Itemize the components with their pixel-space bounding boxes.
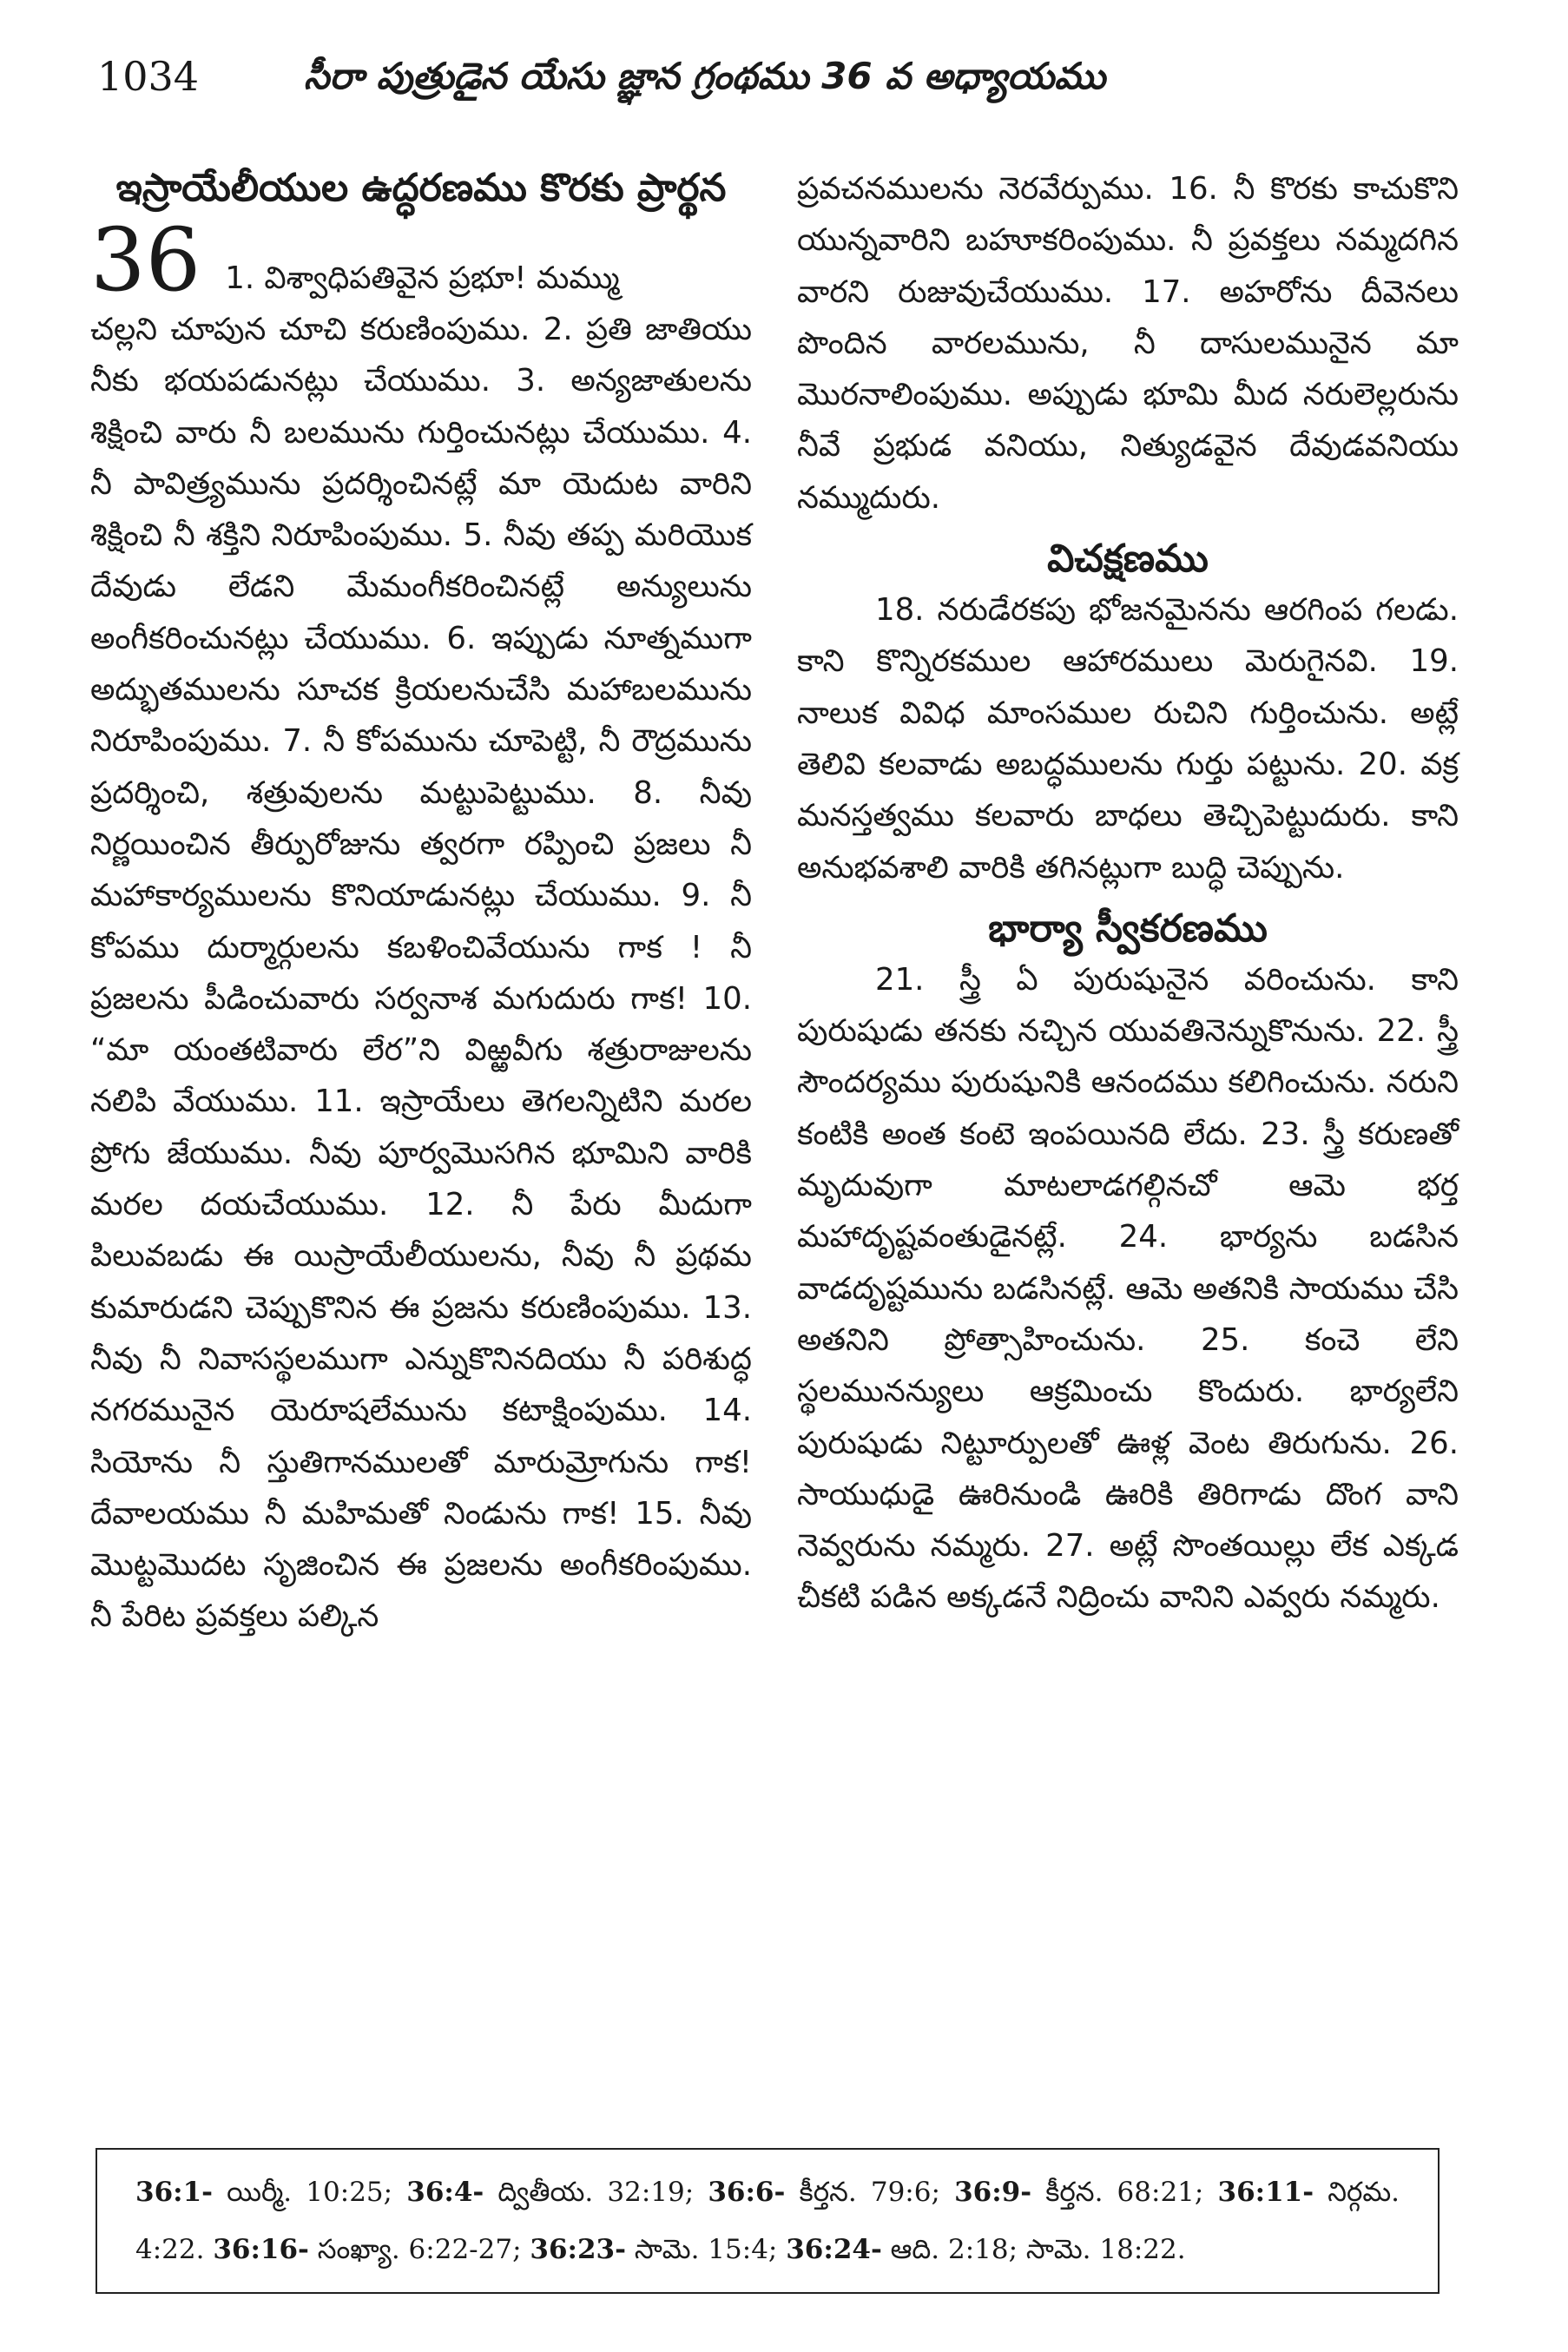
- page-header: [97, 50, 1486, 111]
- cross-reference: 36:1- యిర్మీ. 10:25;: [135, 2177, 393, 2208]
- cross-reference: 36:4- ద్వితీయ. 32:19;: [406, 2177, 695, 2208]
- page-number: 1034: [97, 53, 200, 100]
- section-heading-discernment: విచక్షణము: [1047, 537, 1209, 582]
- chapter-number: 36: [90, 209, 201, 311]
- chapter-opening: [90, 209, 752, 311]
- cross-references-box: [96, 2148, 1440, 2294]
- cross-reference: 36:9- కీర్తన. 68:21;: [954, 2177, 1204, 2208]
- left-column-text: చల్లని చూపున చూచి కరుణింపుము. 2. ప్రతి జాతియు నీకు భయపడునట్లు చేయుము. 3. అన్యజాతులను శిక్షించి వారు నీ బలమును గుర్తించునట్లు చేయుము. 4. నీ పావిత్ర్యమును ప్రదర్శించినట్లే మా యెదుట వారిని శిక్షించి నీ శక్తిని నిరూపింపుము. 5. నీవు తప్ప మరియొక దేవుడు లేడని మేమంగీకరించినట్లే అన్యులును అంగీకరించునట్లు చేయుము. 6. ఇప్పుడు నూత్నముగా అద్భుతములను సూచక క్రియలనుచేసి మహాబలమును నిరూపింపుము. 7. నీ కోపమును చూపెట్టి, నీ రౌద్రమును ప్రదర్శించి, శత్రువులను మట్టుపెట్టుము. 8. నీవు నిర్ణయించిన తీర్పురోజును త్వరగా రప్పించి ప్రజలు నీ మహాకార్యములను కొనియాడునట్లు చేయుము. 9. నీ కోపము దుర్మార్గులను కబళించివేయును గాక ! నీ ప్రజలను పీడించువారు సర్వనాశ మగుదురు గాక! 10. “మా యంతటివారు లేర”ని విఱ్ఱవీగు శత్రురాజులను నలిపి వేయుము. 11. ఇస్రాయేలు తెగలన్నిటిని మరల ప్రోగు జేయుము. నీవు పూర్వమొసగిన భూమిని వారికి మరల దయచేయుము. 12. నీ పేరు మీదుగా పిలువబడు ఈ యిస్రాయేలీయులను, నీవు నీ ప్రథమ కుమారుడని చెప్పుకొనిన ఈ ప్రజను కరుణింపుము. 13. నీవు నీ నివాసస్థలముగా ఎన్నుకొనినదియు నీ పరిశుద్ధ నగరమునైన యెరూషలేమును కటాక్షింపుము. 14. సియోను నీ స్తుతిగానములతో మారుమ్రోగును గాక! దేవాలయము నీ మహిమతో నిండును గాక! 15. నీవు మొట్టమొదట సృజించిన ఈ ప్రజలను అంగీకరింపుము. నీ పేరిట ప్రవక్తలు పల్కిన: [90, 312, 752, 1635]
- cross-reference: 36:11- నిర్గమ. 4:22.: [135, 2177, 1400, 2265]
- discernment-text: 18. నరుడేరకపు భోజనమైనను ఆరగింప గలడు. కాని కొన్నిరకముల ఆహారములు మెరుగైనవి. 19. నాలుక వివిధ మాంసముల రుచిని గుర్తించును. అట్లే తెలివి కలవాడు అబద్ధములను గుర్తు పట్టును. 20. వక్ర మనస్తత్వము కలవారు బాధలు తెచ్చిపెట్టుదురు. కాని అనుభవశాలి వారికి తగినట్లుగా బుద్ధి చెప్పును.: [797, 592, 1459, 886]
- cross-reference: 36:24- ఆది. 2:18; సామె. 18:22.: [786, 2234, 1186, 2265]
- right-column: [797, 163, 1459, 1624]
- running-title: సీరా పుత్రుడైన యేసు జ్ఞాన గ్రంథము 36 వ అధ్యాయము: [304, 55, 1106, 97]
- cross-reference: 36:16- సంఖ్యా. 6:22-27;: [213, 2234, 522, 2265]
- continuation-text: ప్రవచనములను నెరవేర్పుము. 16. నీ కొరకు కాచుకొని యున్నవారిని బహూకరింపుము. నీ ప్రవక్తలు నమ్మదగిన వారని రుజువుచేయుము. 17. అహరోను దీవెనలు పొందిన వారలమును, నీ దాసులమునైన మా మొరనాలింపుము. అప్పుడు భూమి మీద నరులెల్లరును నీవే ప్రభుడ వనియు, నిత్యుడవైన దేవుడవనియు నమ్ముదురు.: [797, 171, 1459, 516]
- cross-reference: 36:6- కీర్తన. 79:6;: [708, 2177, 940, 2208]
- left-column: [90, 163, 752, 1643]
- wife-text: 21. స్త్రీ ఏ పురుషునైన వరించును. కాని పురుషుడు తనకు నచ్చిన యువతినెన్నుకొనును. 22. స్త్రీ సౌందర్యము పురుషునికి ఆనందము కలిగించును. నరుని కంటికి అంత కంటె ఇంపయినది లేదు. 23. స్త్రీ కరుణతో మృదువుగా మాటలాడగల్గినచో ఆమె భర్త మహాదృష్టవంతుడైనట్లే. 24. భార్యను బడసిన వాడదృష్టమును బడసినట్లే. ఆమె అతనికి సాయము చేసి అతనిని ప్రోత్సాహించును. 25. కంచె లేని స్థలమునన్యులు ఆక్రమించు కొందురు. భార్యలేని పురుషుడు నిట్టూర్పులతో ఊళ్ల వెంట తిరుగును. 26. సాయుధుడై ఊరినుండి ఊరికి తిరిగాడు దొంగ వాని నెవ్వరును నమ్మరు. 27. అట్లే సొంతయిల్లు లేక ఎక్కడ చీకటి పడిన అక్కడనే నిద్రించు వానిని ఎవ్వరు నమ్మరు.: [797, 961, 1459, 1616]
- cross-reference: 36:23- సామె. 15:4;: [530, 2234, 778, 2265]
- section-heading-prayer: ఇస్రాయేలీయుల ఉద్ధరణము కొరకు ప్రార్థన: [115, 166, 727, 210]
- section-heading-wife: భార్యా స్వీకరణము: [988, 906, 1268, 951]
- first-verse-line: 1. విశ్వాధిపతివైన ప్రభూ! మమ్ము: [225, 260, 620, 296]
